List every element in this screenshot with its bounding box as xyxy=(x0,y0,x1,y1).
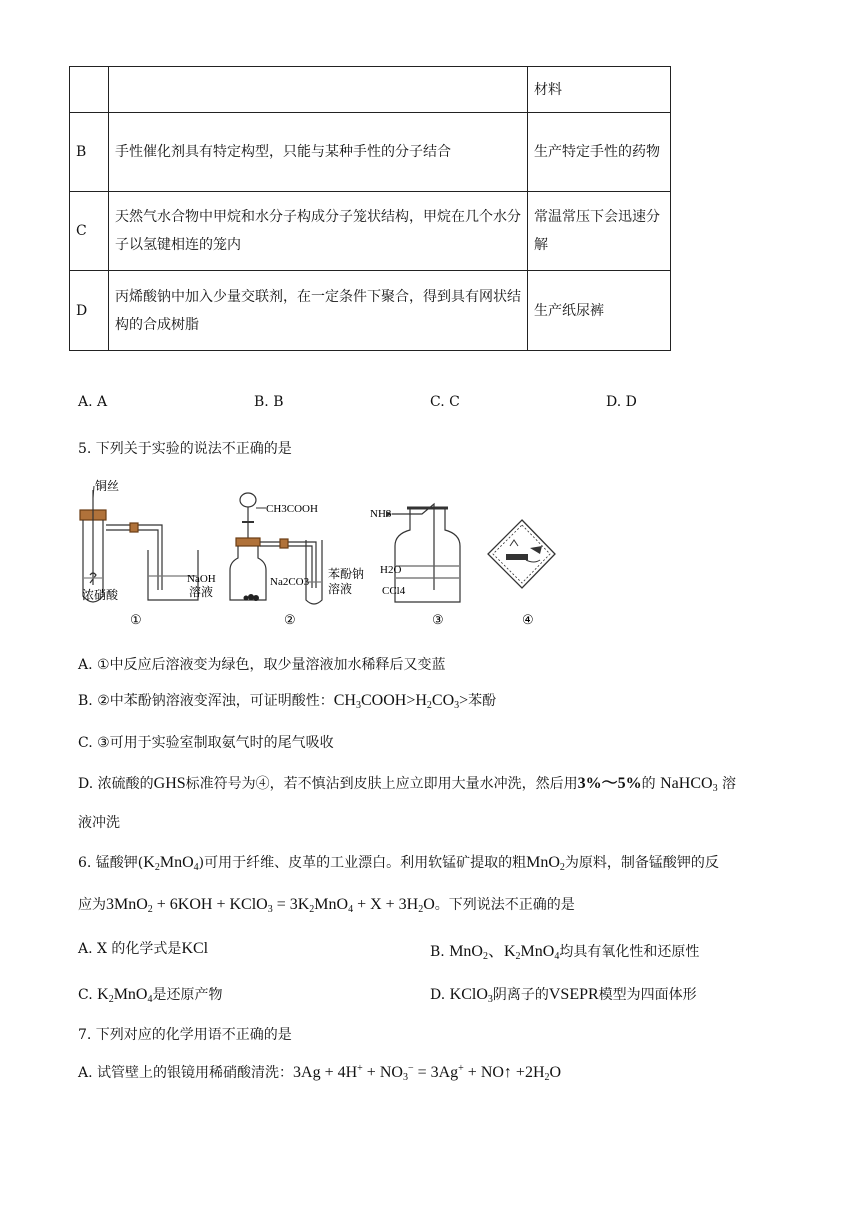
q5-apparatus-figure xyxy=(70,470,590,630)
phenolate-solution-label: 溶液 xyxy=(328,582,353,596)
q6-option-c: C. $K_2MnO_4$是还原产物 xyxy=(78,986,223,1005)
figure-number-2: ② xyxy=(284,612,296,627)
row-description: 天然气水合物中甲烷和水分子构成分子笼状结构，甲烷在几个水分子以氢键相连的笼内 xyxy=(109,192,528,271)
row-use: 生产纸尿裤 xyxy=(528,271,671,351)
copper-wire-label: 铜丝 xyxy=(95,479,120,493)
figure-number-4: ④ xyxy=(522,612,534,627)
row-use: 生产特定手性的药物 xyxy=(528,113,671,192)
naoh-label: NaOH xyxy=(187,573,216,585)
q7-stem: 7. 下列对应的化学用语不正确的是 xyxy=(78,1027,292,1043)
table-row xyxy=(70,192,671,271)
row-use: 常温常压下会迅速分解 xyxy=(528,192,671,271)
phenolate-label: 苯酚钠 xyxy=(328,567,365,581)
ccl4-label: CCl4 xyxy=(382,585,406,597)
row-letter: B xyxy=(70,113,109,192)
q4-option-a: A. A xyxy=(78,394,108,410)
figure-number-1: ① xyxy=(130,612,142,627)
q5-stem: 5. 下列关于实验的说法不正确的是 xyxy=(78,441,292,457)
q5-option-d-cont: 液冲洗 xyxy=(78,815,120,831)
q5-option-d: D. 浓硫酸的GHS标准符号为④，若不慎沾到皮肤上应立即用大量水冲洗，然后用3%～5%的 NaHCO$_3$ 溶 xyxy=(78,775,737,794)
ammonia-label: NH3 xyxy=(370,508,392,520)
row-letter: C xyxy=(70,192,109,271)
q5-option-b: B. ②中苯酚钠溶液变浑浊，可证明酸性：$CH_3COOH>H_2CO_3>$苯酚 xyxy=(78,692,497,711)
q6-option-a: A. X 的化学式是KCl xyxy=(78,940,209,957)
figure-number-3: ③ xyxy=(432,612,444,627)
table-row xyxy=(70,67,671,113)
row-description: 丙烯酸钠中加入少量交联剂，在一定条件下聚合，得到具有网状结构的合成树脂 xyxy=(109,271,528,351)
apparatus-1 xyxy=(80,490,198,602)
q4-option-c: C. C xyxy=(430,394,460,410)
water-label: H2O xyxy=(380,564,402,576)
q5-option-c: C. ③可用于实验室制取氨气时的尾气吸收 xyxy=(78,735,334,751)
ghs-corrosive-icon xyxy=(488,520,555,588)
acetic-acid-label: CH3COOH xyxy=(266,503,318,515)
answer-table xyxy=(69,66,671,351)
table-row xyxy=(70,113,671,192)
q6-option-b: B. MnO$_2$、$K_2MnO_4$均具有氧化性和还原性 xyxy=(430,943,700,962)
q6-option-d: D. KClO$_3$阴离子的VSEPR模型为四面体形 xyxy=(430,986,697,1005)
conc-nitric-label: 浓硝酸 xyxy=(82,588,119,602)
q5-option-a: A. ①中反应后溶液变为绿色，取少量溶液加水稀释后又变蓝 xyxy=(78,657,446,673)
row-use: 材料 xyxy=(528,67,671,113)
q4-option-b: B. B xyxy=(254,394,284,410)
q6-stem-line2: 应为3MnO$_2$ + 6KOH + KClO$_3$ = $3K_2MnO_4 + X + 3H_2O$。下列说法不正确的是 xyxy=(78,896,575,915)
q7-option-a: A. 试管壁上的银镜用稀硝酸清洗：$3Ag + 4H^+ + NO_3^- = 3Ag^+$ + NO↑ $+2H_2O$ xyxy=(78,1063,562,1083)
row-letter: D xyxy=(70,271,109,351)
q6-stem: 6. 锰酸钾$(K_2MnO_4)$可用于纤维、皮革的工业漂白。利用软锰矿提取的粗MnO$_2$为原料，制备锰酸钾的反 xyxy=(78,854,719,873)
q4-option-d: D. D xyxy=(606,394,637,410)
row-description: 手性催化剂具有特定构型，只能与某种手性的分子结合 xyxy=(109,113,528,192)
naoh-solution-label: 溶液 xyxy=(189,585,214,599)
row-letter xyxy=(70,67,109,113)
row-description xyxy=(109,67,528,113)
sodium-carbonate-label: Na2CO3 xyxy=(270,576,310,588)
table-row xyxy=(70,271,671,351)
